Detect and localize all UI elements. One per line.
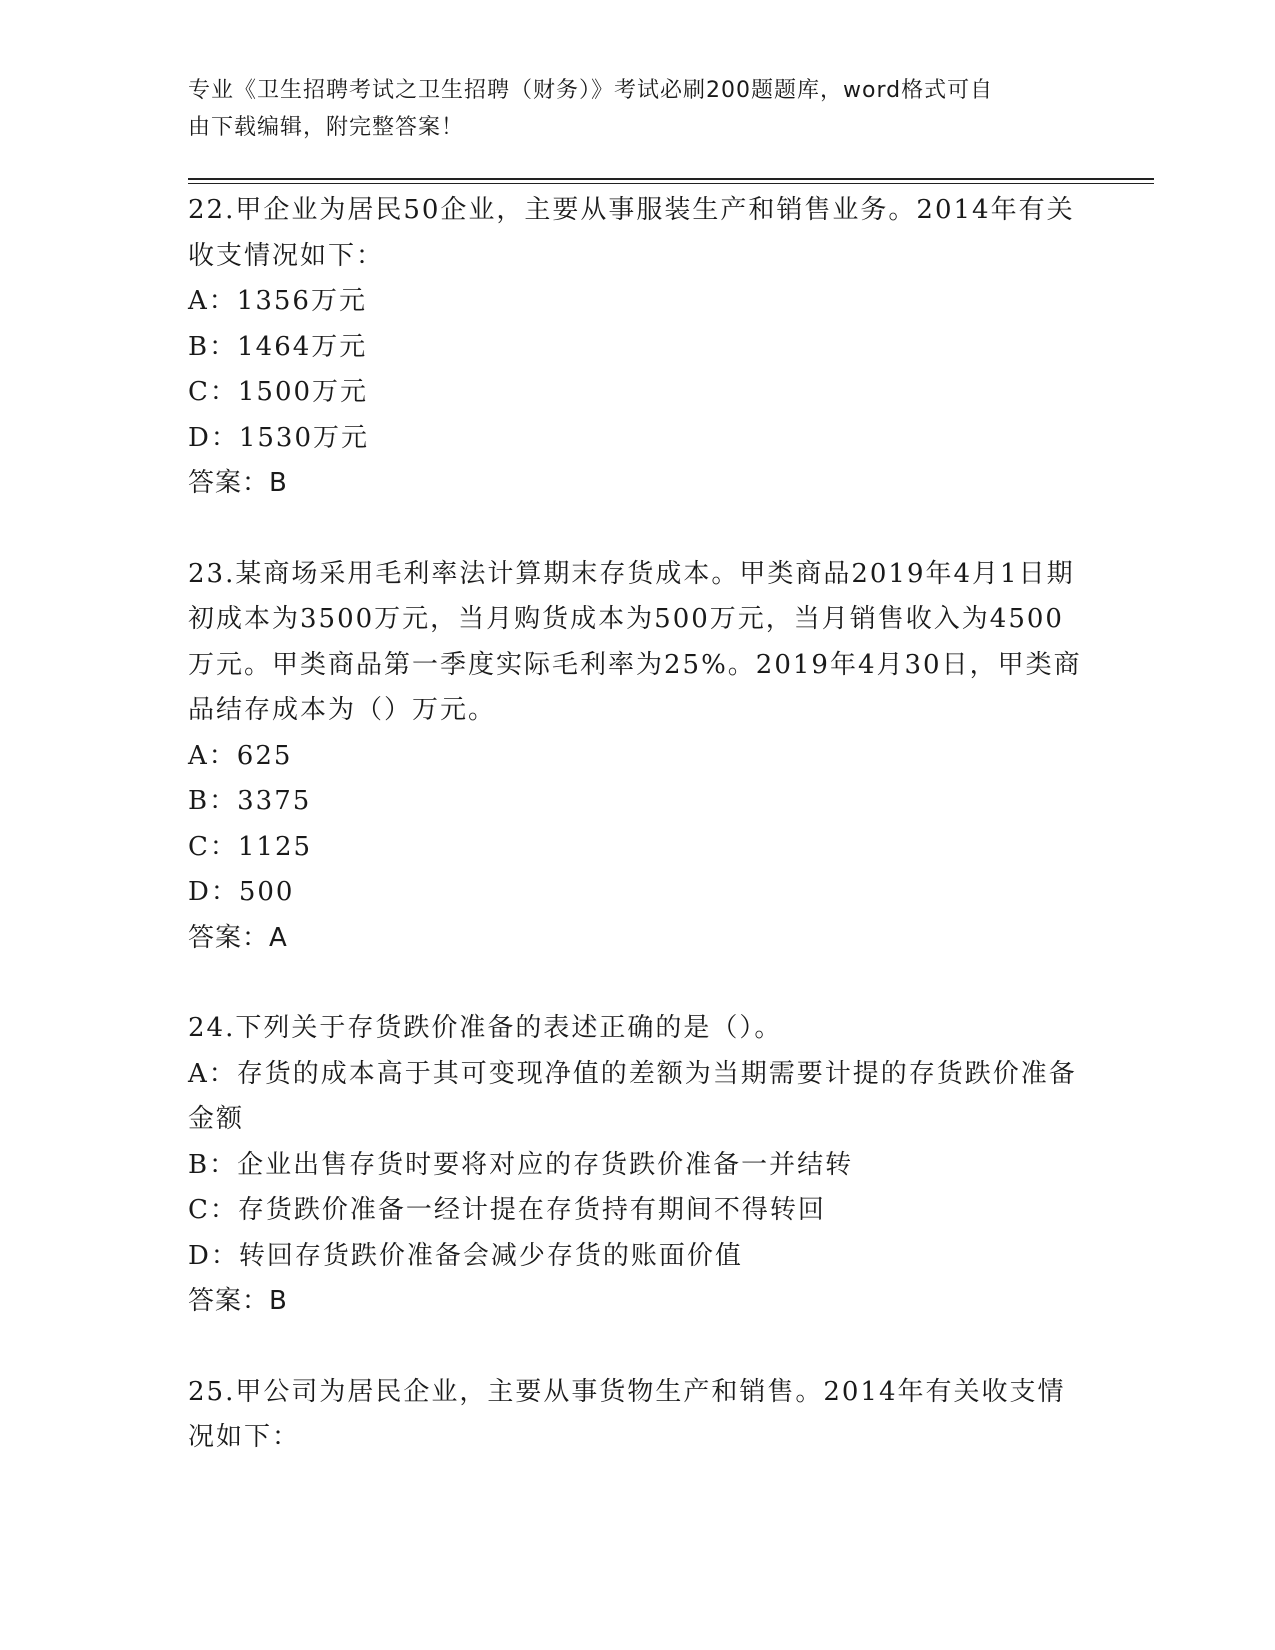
option-d: D：500 <box>188 877 295 907</box>
option-d: D：1530万元 <box>188 422 370 453</box>
option-a: A：625 <box>188 740 293 771</box>
option-b: B：1464万元 <box>188 331 368 362</box>
answer-line: 答案：A <box>188 922 288 953</box>
option-b: B：3375 <box>188 786 312 816</box>
question-24 <box>188 1006 1088 1325</box>
option-a: A：存货的成本高于其可变现净值的差额为当期需要计提的存货跌价准备金额 <box>188 1058 1077 1134</box>
header-line-2: 由下载编辑，附完整答案！ <box>188 115 465 140</box>
option-c: C：1500万元 <box>188 377 369 407</box>
question-stem: 25.甲公司为居民企业，主要从事货物生产和销售。2014年有关收支情况如下： <box>188 1376 1066 1452</box>
question-stem: 23.某商场采用毛利率法计算期末存货成本。甲类商品2019年4月1日期初成本为3500万元，当月购货成本为500万元，当月销售收入为4500万元。甲类商品第一季度实际毛利率为25%。2019年4月30日，甲类商品结存成本为（）万元。 <box>188 558 1082 725</box>
answer-line: 答案：B <box>188 1286 288 1316</box>
question-list <box>188 188 1088 1506</box>
answer-line: 答案：B <box>188 468 288 498</box>
question-stem: 22.甲企业为居民50企业，主要从事服装生产和销售业务。2014年有关收支情况如下： <box>188 195 1075 271</box>
header-line-1: 专业《卫生招聘考试之卫生招聘（财务）》考试必刷200题题库，word格式可自 <box>188 78 994 103</box>
question-22 <box>188 188 1088 507</box>
question-23 <box>188 552 1088 962</box>
header-divider-thick <box>188 178 1154 180</box>
question-stem: 24.下列关于存货跌价准备的表述正确的是（）。 <box>188 1013 783 1043</box>
page-header <box>188 72 1068 146</box>
option-b: B：企业出售存货时要将对应的存货跌价准备一并结转 <box>188 1149 854 1180</box>
option-c: C：存货跌价准备一经计提在存货持有期间不得转回 <box>188 1195 826 1225</box>
option-c: C：1125 <box>188 831 313 862</box>
option-a: A：1356万元 <box>188 286 367 316</box>
option-d: D：转回存货跌价准备会减少存货的账面价值 <box>188 1240 743 1271</box>
header-divider-thin <box>188 183 1154 184</box>
question-25 <box>188 1370 1088 1461</box>
